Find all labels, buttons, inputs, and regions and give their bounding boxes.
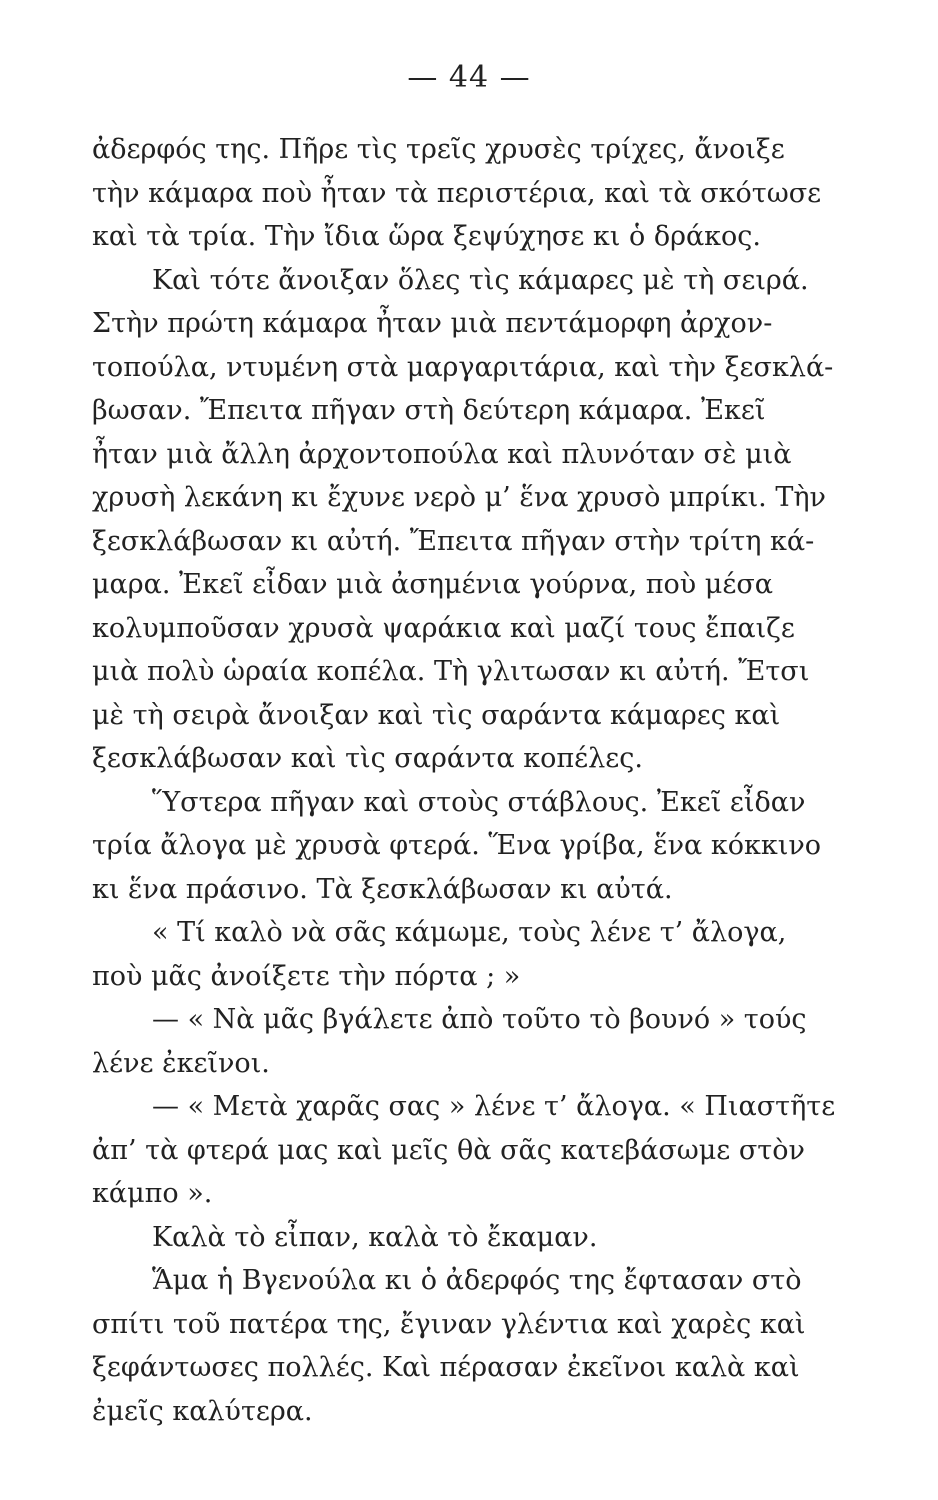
text-line: Στὴν πρώτη κάμαρα ἦταν μιὰ πεντάμορφη ἀρχον- — [92, 308, 773, 339]
text-line: βωσαν. Ἔπειτα πῆγαν στὴ δεύτερη κάμαρα. Ἐκεῖ — [92, 395, 766, 426]
text-line: κολυμποῦσαν χρυσὰ ψαράκια καὶ μαζί τους ἔπαιζε — [92, 612, 795, 644]
text-line: — « Μετὰ χαρᾶς σας » λένε τ’ ἄλογα. « Πιαστῆτε — [152, 1091, 836, 1122]
body-text — [92, 128, 852, 1433]
text-line: Ἅμα ἡ Βγενούλα κι ὁ ἀδερφός της ἔφτασαν στὸ — [152, 1265, 802, 1296]
text-line: μὲ τὴ σειρὰ ἄνοιξαν καὶ τὶς σαράντα κάμαρες καὶ — [92, 699, 781, 731]
text-line: ἀδερφός της. Πῆρε τὶς τρεῖς χρυσὲς τρίχες, ἄνοιξε — [92, 134, 785, 165]
text-line: τοπούλα, ντυμένη στὰ μαργαριτάρια, καὶ τὴν ξεσκλά- — [92, 351, 834, 383]
text-line: — « Νὰ μᾶς βγάλετε ἀπὸ τοῦτο τὸ βουνό » τούς — [152, 1004, 807, 1035]
text-line: κι ἕνα πράσινο. Τὰ ξεσκλάβωσαν κι αὐτά. — [92, 873, 673, 905]
text-line: κάμπο ». — [92, 1178, 213, 1209]
text-line: ἐμεῖς καλύτερα. — [92, 1395, 313, 1427]
text-line: ξεφάντωσες πολλές. Καὶ πέρασαν ἐκεῖνοι καλὰ καὶ — [92, 1352, 800, 1383]
text-line: Ὕστερα πῆγαν καὶ στοὺς στάβλους. Ἐκεῖ εἶδαν — [152, 786, 806, 818]
text-line: χρυσὴ λεκάνη κι ἔχυνε νερὸ μ’ ἕνα χρυσὸ μπρίκι. Τὴν — [92, 482, 826, 513]
text-line: λένε ἐκεῖνοι. — [92, 1047, 270, 1079]
text-line: « Τί καλὸ νὰ σᾶς κάμωμε, τοὺς λένε τ’ ἄλογα, — [152, 917, 787, 948]
text-line: καὶ τὰ τρία. Τὴν ἴδια ὥρα ξεψύχησε κι ὁ δράκος. — [92, 221, 762, 252]
text-line: τρία ἄλογα μὲ χρυσὰ φτερά. Ἕνα γρίβα, ἕνα κόκκινο — [92, 830, 821, 861]
text-line: μαρα. Ἐκεῖ εἶδαν μιὰ ἀσημένια γούρνα, ποὺ μέσα — [92, 569, 773, 600]
text-line: Καλὰ τὸ εἶπαν, καλὰ τὸ ἔκαμαν. — [152, 1221, 598, 1253]
text-line: ποὺ μᾶς ἀνοίξετε τὴν πόρτα ; » — [92, 960, 521, 992]
text-line: μιὰ πολὺ ὡραία κοπέλα. Τὴ γλιτωσαν κι αὐτή. Ἔτσι — [92, 656, 810, 687]
text-line: ξεσκλάβωσαν κι αὐτή. Ἔπειτα πῆγαν στὴν τρίτη κά- — [92, 525, 815, 557]
page-number: — 44 — — [407, 60, 531, 95]
text-line: ἦταν μιὰ ἄλλη ἀρχοντοπούλα καὶ πλυνόταν σὲ μιὰ — [92, 438, 792, 470]
text-line: τὴν κάμαρα ποὺ ἦταν τὰ περιστέρια, καὶ τὰ σκότωσε — [92, 177, 822, 209]
text-line: σπίτι τοῦ πατέρα της, ἔγιναν γλέντια καὶ χαρὲς καὶ — [92, 1308, 806, 1340]
text-line: ἀπ’ τὰ φτερά μας καὶ μεῖς θὰ σᾶς κατεβάσωμε στὸν — [92, 1134, 805, 1166]
text-line: ξεσκλάβωσαν καὶ τὶς σαράντα κοπέλες. — [92, 743, 643, 774]
text-line: Καὶ τότε ἄνοιξαν ὅλες τὶς κάμαρες μὲ τὴ σειρά. — [152, 264, 809, 296]
